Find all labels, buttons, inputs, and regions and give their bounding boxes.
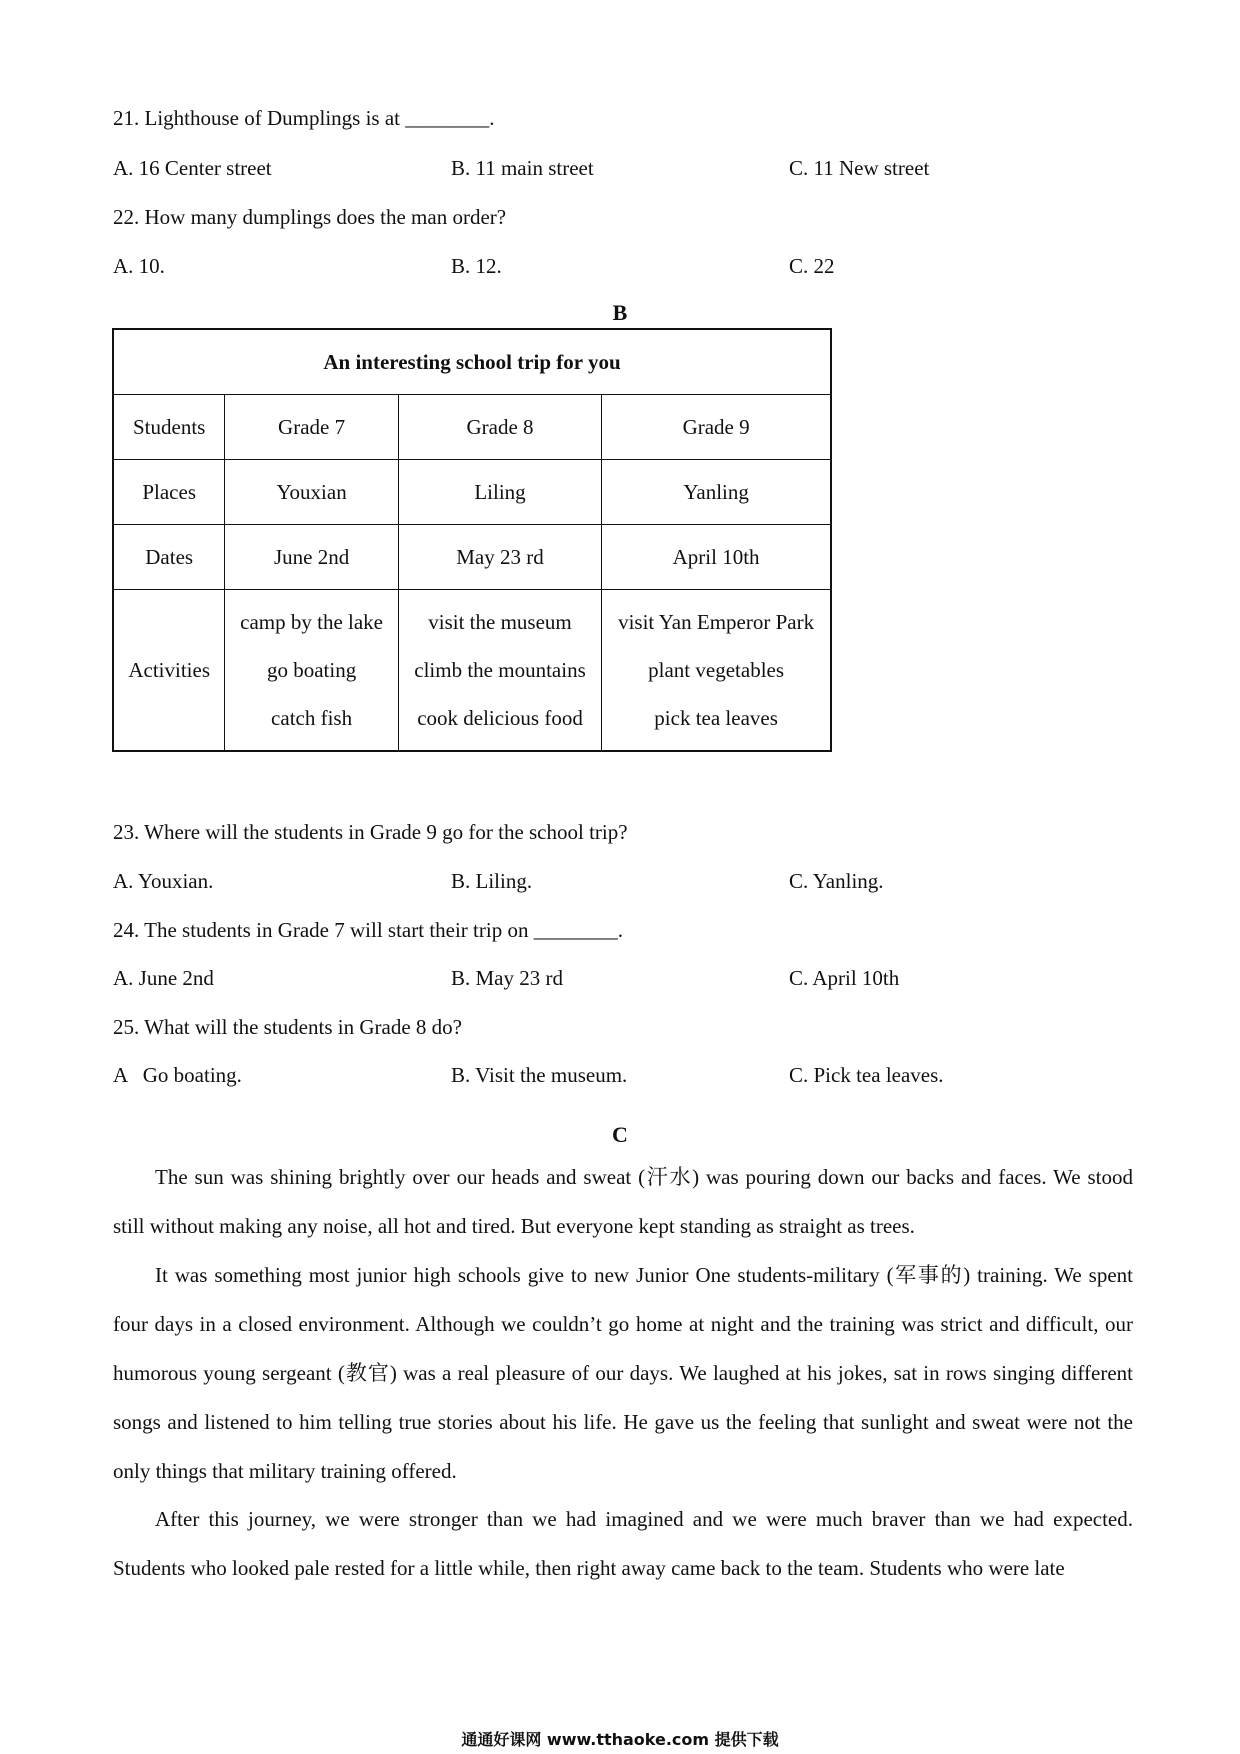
paragraph-text: After this journey, we were stronger than we had imagined and we were much braver than we had expected. Students who looked pale rested for a little while, then right away came back to the team. Students who were late [113, 1507, 1133, 1580]
question-21: 21. Lighthouse of Dumplings is at ________. [113, 106, 495, 130]
question-22: 22. How many dumplings does the man order? [113, 205, 507, 229]
passage-paragraph-1 [113, 1153, 1133, 1251]
activity-item: cook delicious food [417, 706, 583, 730]
paragraph-text: It was something most junior high schools give to new Junior One students-military (军事的) training. We spent four days in a closed environment. Although we couldn’t go home at night and the training was strict and difficult, our humorous young sergeant (教官) was a real pleasure of our days. We laughed at his jokes, sat in rows singing different songs and listened to him telling true stories about his life. He gave us the feeling that sunlight and sweat were not the only things that military training offered. [113, 1263, 1133, 1483]
table-cell: April 10th [602, 525, 831, 590]
table-row [113, 395, 831, 460]
activity-item: camp by the lake [240, 610, 383, 634]
q21-option-b: B. 11 main street [451, 156, 594, 180]
activity-item: climb the mountains [414, 658, 586, 682]
q22-option-b: B. 12. [451, 254, 502, 278]
activity-item: visit the museum [428, 610, 572, 634]
q21-option-a: A. 16 Center street [113, 156, 272, 180]
table-row [113, 525, 831, 590]
table-cell: Grade 7 [225, 395, 398, 460]
table-cell: Liling [398, 460, 601, 525]
table-row [113, 460, 831, 525]
row-label-places: Places [113, 460, 225, 525]
q25-option-b: B. Visit the museum. [451, 1063, 628, 1087]
passage-paragraph-2 [113, 1251, 1133, 1496]
q23-option-b: B. Liling. [451, 869, 533, 893]
activities-grade-7 [225, 590, 398, 752]
table-cell: Yanling [602, 460, 831, 525]
table-cell: June 2nd [225, 525, 398, 590]
activity-item: visit Yan Emperor Park [618, 610, 815, 634]
question-23: 23. Where will the students in Grade 9 go for the school trip? [113, 820, 628, 844]
q24-option-a: A. June 2nd [113, 966, 214, 990]
activity-item: plant vegetables [648, 658, 785, 682]
row-label-activities: Activities [113, 590, 225, 752]
q23-option-a: A. Youxian. [113, 869, 214, 893]
paragraph-text: The sun was shining brightly over our heads and sweat (汗水) was pouring down our backs and faces. We stood still without making any noise, all hot and tired. But everyone kept standing as straight as trees. [113, 1165, 1133, 1238]
table-cell: Grade 9 [602, 395, 831, 460]
q22-option-c: C. 22 [789, 254, 835, 278]
q24-option-c: C. April 10th [789, 966, 900, 990]
school-trip-table [112, 328, 832, 752]
page-footer: 通通好课网 www.tthaoke.com 提供下载 [461, 1730, 779, 1749]
table-title: An interesting school trip for you [113, 329, 831, 395]
table-cell: May 23 rd [398, 525, 601, 590]
activity-item: catch fish [271, 706, 353, 730]
q23-option-c: C. Yanling. [789, 869, 884, 893]
table-cell: Grade 8 [398, 395, 601, 460]
row-label-dates: Dates [113, 525, 225, 590]
activity-item: go boating [266, 658, 357, 682]
q25-option-a: A Go boating. [113, 1063, 242, 1087]
question-24: 24. The students in Grade 7 will start their trip on ________. [113, 918, 623, 942]
table-cell: Youxian [225, 460, 398, 525]
activities-grade-9 [602, 590, 831, 752]
activity-item: pick tea leaves [654, 706, 778, 730]
q24-option-b: B. May 23 rd [451, 966, 563, 990]
activities-grade-8 [398, 590, 601, 752]
section-b-heading: B [612, 300, 628, 325]
q25-option-c: C. Pick tea leaves. [789, 1063, 944, 1087]
table-row [113, 590, 831, 752]
section-c-heading: C [612, 1122, 628, 1147]
row-label-students: Students [113, 395, 225, 460]
q21-option-c: C. 11 New street [789, 156, 930, 180]
q22-option-a: A. 10. [113, 254, 165, 278]
question-25: 25. What will the students in Grade 8 do? [113, 1015, 462, 1039]
passage-paragraph-3 [113, 1495, 1133, 1593]
